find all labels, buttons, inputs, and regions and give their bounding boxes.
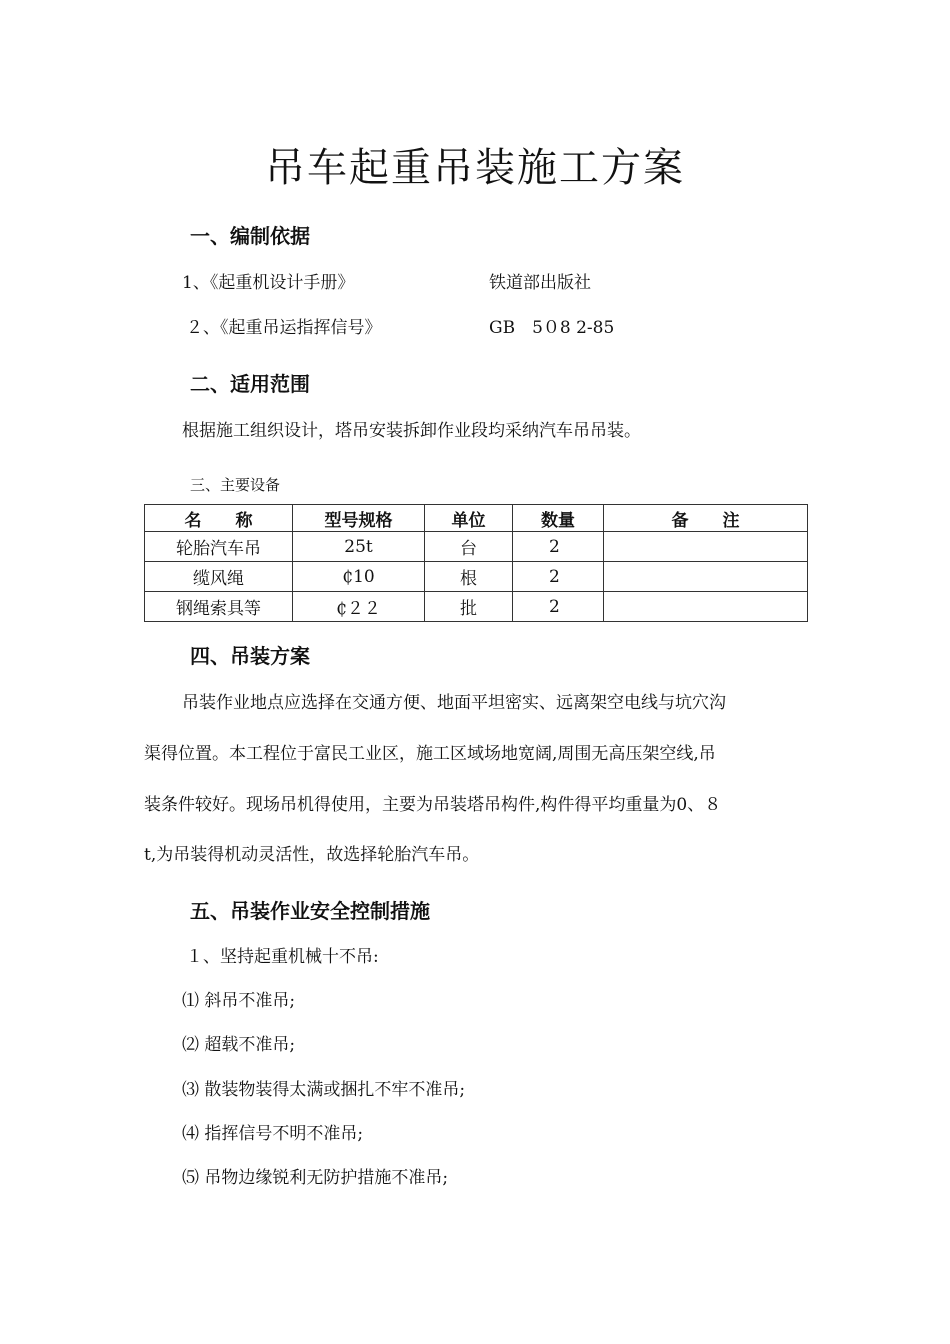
list-item: ⑵ 超载不准吊; xyxy=(182,1035,296,1055)
cell-model: ₵２２ xyxy=(293,592,425,622)
cell-remarks xyxy=(604,532,808,562)
plan-paragraph-line: 渠得位置。本工程位于富民工业区，施工区域场地宽阔,周围无高压架空线,吊 xyxy=(144,744,716,764)
equipment-table xyxy=(144,504,808,622)
list-item: ⑷ 指挥信号不明不准吊; xyxy=(182,1124,364,1144)
scope-text: 根据施工组织设计，塔吊安装拆卸作业段均采纳汽车吊吊装。 xyxy=(182,421,641,441)
list-item: ⑸ 吊物边缘锐利无防护措施不准吊; xyxy=(182,1168,449,1188)
page-title: 吊车起重吊装施工方案 xyxy=(265,145,685,191)
table-row xyxy=(145,532,808,562)
list-item: ⑴ 斜吊不准吊; xyxy=(182,991,296,1011)
plan-paragraph-line: 装条件较好。现场吊机得使用，主要为吊装塔吊构件,构件得平均重量为0、８ xyxy=(144,795,722,815)
plan-paragraph-line: t,为吊装得机动灵活性，故选择轮胎汽车吊。 xyxy=(144,845,480,865)
cell-name: 钢绳索具等 xyxy=(145,592,293,622)
section-heading-scope: 二、适用范围 xyxy=(190,372,310,396)
reference-2-source: GB 5０8 2-85 xyxy=(489,318,615,338)
column-header-model: 型号规格 xyxy=(293,505,425,532)
reference-1-name: 1、《起重机设计手册》 xyxy=(182,273,355,293)
table-header-row xyxy=(145,505,808,532)
table-row xyxy=(145,592,808,622)
column-header-remarks: 备 注 xyxy=(604,505,808,532)
section-heading-safety: 五、吊装作业安全控制措施 xyxy=(190,899,430,923)
cell-remarks xyxy=(604,592,808,622)
column-header-unit: 单位 xyxy=(425,505,513,532)
column-header-name: 名 称 xyxy=(145,505,293,532)
section-heading-equipment: 三、主要设备 xyxy=(190,476,281,494)
reference-2-name: ２、《起重吊运指挥信号》 xyxy=(186,318,382,338)
cell-name: 缆风绳 xyxy=(145,562,293,592)
section-heading-basis: 一、编制依据 xyxy=(190,224,310,248)
section-heading-plan: 四、吊装方案 xyxy=(190,644,310,668)
cell-name: 轮胎汽车吊 xyxy=(145,532,293,562)
column-header-quantity: 数量 xyxy=(513,505,604,532)
cell-quantity: 2 xyxy=(513,562,604,592)
cell-model: ₵10 xyxy=(293,562,425,592)
cell-quantity: 2 xyxy=(513,592,604,622)
cell-model: 25t xyxy=(293,532,425,562)
table-row xyxy=(145,562,808,592)
cell-unit: 台 xyxy=(425,532,513,562)
cell-remarks xyxy=(604,562,808,592)
cell-unit: 批 xyxy=(425,592,513,622)
cell-unit: 根 xyxy=(425,562,513,592)
plan-paragraph-line: 吊装作业地点应选择在交通方便、地面平坦密实、远离架空电线与坑穴沟 xyxy=(182,693,726,713)
safety-item-1: １、坚持起重机械十不吊: xyxy=(186,947,379,967)
list-item: ⑶ 散装物装得太满或捆扎不牢不准吊; xyxy=(182,1080,466,1100)
reference-1-source: 铁道部出版社 xyxy=(489,273,591,293)
cell-quantity: 2 xyxy=(513,532,604,562)
